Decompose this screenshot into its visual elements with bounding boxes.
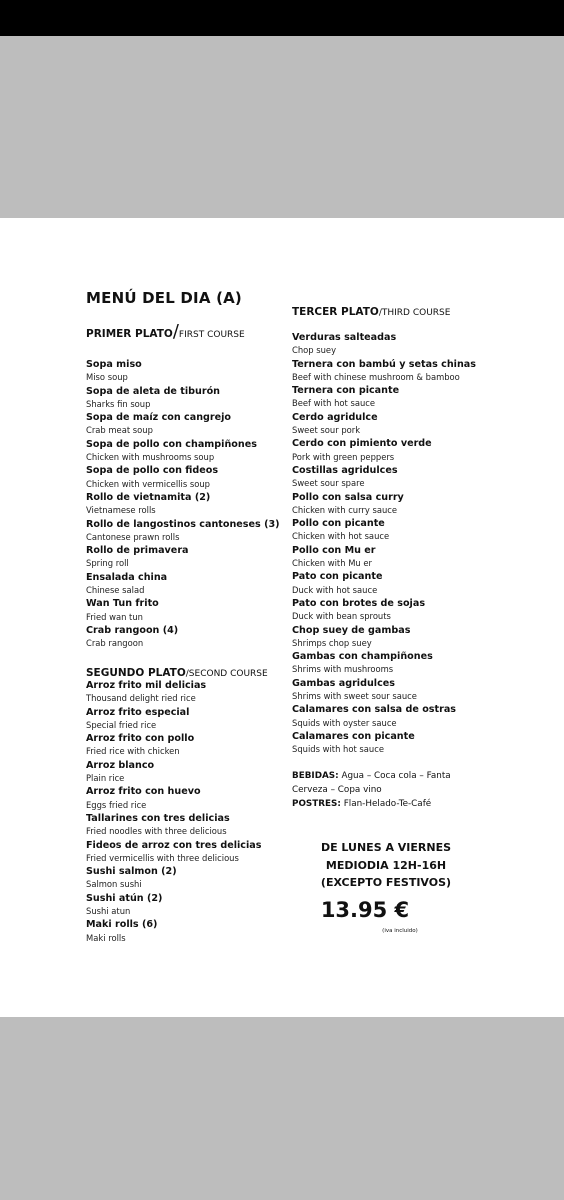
menu-item [292,491,476,518]
menu-item [86,812,261,839]
dish-name: Sushi salmon (2) [86,866,177,878]
menu-item [86,785,261,812]
third-course-subtitle: THIRD COURSE [381,308,451,318]
menu-item [292,730,476,757]
dish-name: Ternera con bambú y setas chinas [292,358,476,370]
menu-item [86,464,280,491]
dish-name: Pollo con picante [292,518,385,530]
menu-item [86,865,261,892]
menu-item [86,358,280,385]
dish-translation: Maki rolls [86,932,126,943]
menu-item [292,331,476,358]
menu-item [292,597,476,624]
dish-translation: Spring roll [86,558,129,569]
tax-note: (iva incluido) [382,928,418,934]
top-grey-band [0,36,564,218]
dish-translation: Chop suey [292,345,337,356]
dish-translation: Shrims with mushrooms [292,664,394,675]
menu-item [292,570,476,597]
dish-translation: Beef with chinese mushroom & bamboo [292,371,460,382]
dish-translation: Duck with bean sprouts [292,611,391,622]
schedule-days: DE LUNES A VIERNES [320,841,452,854]
dish-translation: Sushi atun [86,906,131,917]
dish-translation: Chicken with curry sauce [292,504,398,515]
dish-name: Gambas con champiñones [292,651,433,663]
dish-name: Arroz frito con huevo [86,786,201,798]
menu-price: 13.95 € [320,898,410,922]
menu-item [292,358,476,385]
menu-item [292,437,476,464]
dish-translation: Eggs fried rice [86,799,147,810]
menu-item [86,385,280,412]
dish-name: Cerdo con pimiento verde [292,438,432,450]
dish-translation: Chicken with mushrooms soup [86,452,215,463]
dish-name: Fideos de arroz con tres delicias [86,839,262,851]
menu-title: MENÚ DEL DIA (A) [86,289,242,307]
desserts-line [292,797,451,811]
first-course-heading [86,321,245,342]
dish-translation: Thousand delight ried rice [86,693,196,704]
menu-item [292,544,476,571]
drinks-label: BEBIDAS: [292,771,339,781]
dish-translation: Squids with oyster sauce [292,717,397,728]
menu-item [86,597,280,624]
dish-name: Arroz blanco [86,759,155,771]
dish-translation: Fried noodles with three delicious [86,826,227,837]
menu-item [86,679,261,706]
dish-name: Rollo de langostinos cantoneses (3) [86,518,280,530]
menu-item [86,411,280,438]
drinks-line-2 [292,783,451,797]
menu-item [292,411,476,438]
dish-translation: Chinese salad [86,585,145,596]
dish-translation: Chicken with vermicellis soup [86,478,210,489]
top-black-bar [0,0,564,36]
menu-item [86,918,261,945]
dish-translation: Special fried rice [86,719,157,730]
dish-translation: Miso soup [86,372,128,383]
dish-name: Calamares con salsa de ostras [292,704,456,716]
menu-item [292,703,476,730]
dish-translation: Fried vermicellis with three delicious [86,852,239,863]
dish-translation: Fried rice with chicken [86,746,180,757]
dish-translation: Squids with hot sauce [292,744,384,755]
dish-translation: Sweet sour pork [292,425,361,436]
dish-name: Pato con picante [292,571,383,583]
schedule-hours: MEDIODIA 12H-16H [325,858,447,872]
dish-name: Arroz frito con pollo [86,733,195,745]
dish-translation: Fried wan tun [86,611,143,622]
second-course-title: SEGUNDO PLATO [86,667,186,679]
third-course-heading [292,303,450,320]
dish-name: Calamares con picante [292,730,415,742]
first-course-title: PRIMER PLATO [86,328,173,340]
dish-translation: Plain rice [86,773,125,784]
menu-item [86,892,261,919]
menu-item [86,544,280,571]
dish-name: Costillas agridulces [292,464,398,476]
dish-name: Rollo de vietnamita (2) [86,491,211,503]
dish-name: Sushi atún (2) [86,892,163,904]
dish-translation: Beef with hot sauce [292,398,376,409]
menu-item [86,732,261,759]
dish-name: Pollo con Mu er [292,544,376,556]
third-course-title: TERCER PLATO [292,306,379,318]
dish-name: Sopa de pollo con champiñones [86,438,257,450]
dish-name: Sopa de maíz con cangrejo [86,412,232,424]
dish-translation: Vietnamese rolls [86,505,156,516]
dish-translation: Pork with green peppers [292,451,395,462]
dish-name: Arroz frito especial [86,706,190,718]
dish-name: Ensalada china [86,571,168,583]
dish-name: Pollo con salsa curry [292,491,404,503]
second-course-subtitle: SECOND COURSE [188,669,268,679]
dish-translation: Chicken with Mu er [292,558,372,569]
dish-name: Gambas agridulces [292,677,395,689]
dish-translation: Duck with hot sauce [292,584,378,595]
drinks-text-2: Cerveza – Copa vino [292,785,382,795]
dish-name: Crab rangoon (4) [86,624,179,636]
dish-name: Sopa de pollo con fideos [86,465,219,477]
menu-item [292,384,476,411]
menu-item [292,650,476,677]
menu-item [86,839,261,866]
third-course-list [292,331,476,757]
dish-name: Maki rolls (6) [86,919,158,931]
first-course-slash: / [172,321,179,342]
dish-name: Tallarines con tres delicias [86,812,230,824]
dish-name: Pato con brotes de sojas [292,597,426,609]
dish-translation: Shrims with sweet sour sauce [292,691,417,702]
dish-translation: Crab rangoon [86,638,144,649]
menu-item [86,706,261,733]
schedule-block [292,839,480,892]
menu-item [86,624,280,651]
dish-translation: Salmon sushi [86,879,142,890]
dish-translation: Chicken with hot sauce [292,531,390,542]
drinks-line [292,769,451,783]
menu-item [86,571,280,598]
dish-translation: Sharks fin soup [86,398,151,409]
dish-name: Arroz frito mil delicias [86,680,207,691]
dish-name: Verduras salteadas [292,332,397,343]
dish-translation: Sweet sour spare [292,478,365,489]
first-course-subtitle: FIRST COURSE [178,330,245,340]
dish-translation: Cantonese prawn rolls [86,531,180,542]
drinks-text-1: Agua – Coca cola – Fanta [341,771,451,781]
third-course-slash: / [378,308,382,318]
dish-name: Wan Tun frito [86,598,159,610]
menu-item [292,517,476,544]
dish-translation: Crab meat soup [86,425,153,436]
schedule-note: (EXCEPTO FESTIVOS) [320,876,452,889]
menu-item [292,624,476,651]
dish-name: Cerdo agridulce [292,411,378,423]
dish-name: Sopa miso [86,359,142,370]
menu-item [292,677,476,704]
dish-name: Chop suey de gambas [292,624,411,636]
dish-name: Rollo de primavera [86,545,189,557]
desserts-text: Flan-Helado-Te-Café [343,799,432,809]
first-course-list [86,358,280,651]
menu-item [86,518,280,545]
dish-name: Sopa de aleta de tiburón [86,385,221,397]
second-course-slash: / [185,669,189,679]
dish-translation: Shrimps chop suey [292,637,372,648]
second-course-list [86,679,261,945]
menu-item [86,759,261,786]
menu-item [86,491,280,518]
desserts-label: POSTRES: [292,799,341,809]
bottom-grey-band [0,1017,564,1200]
menu-item [292,464,476,491]
menu-item [86,438,280,465]
extras-list [292,769,451,811]
dish-name: Ternera con picante [292,385,400,397]
